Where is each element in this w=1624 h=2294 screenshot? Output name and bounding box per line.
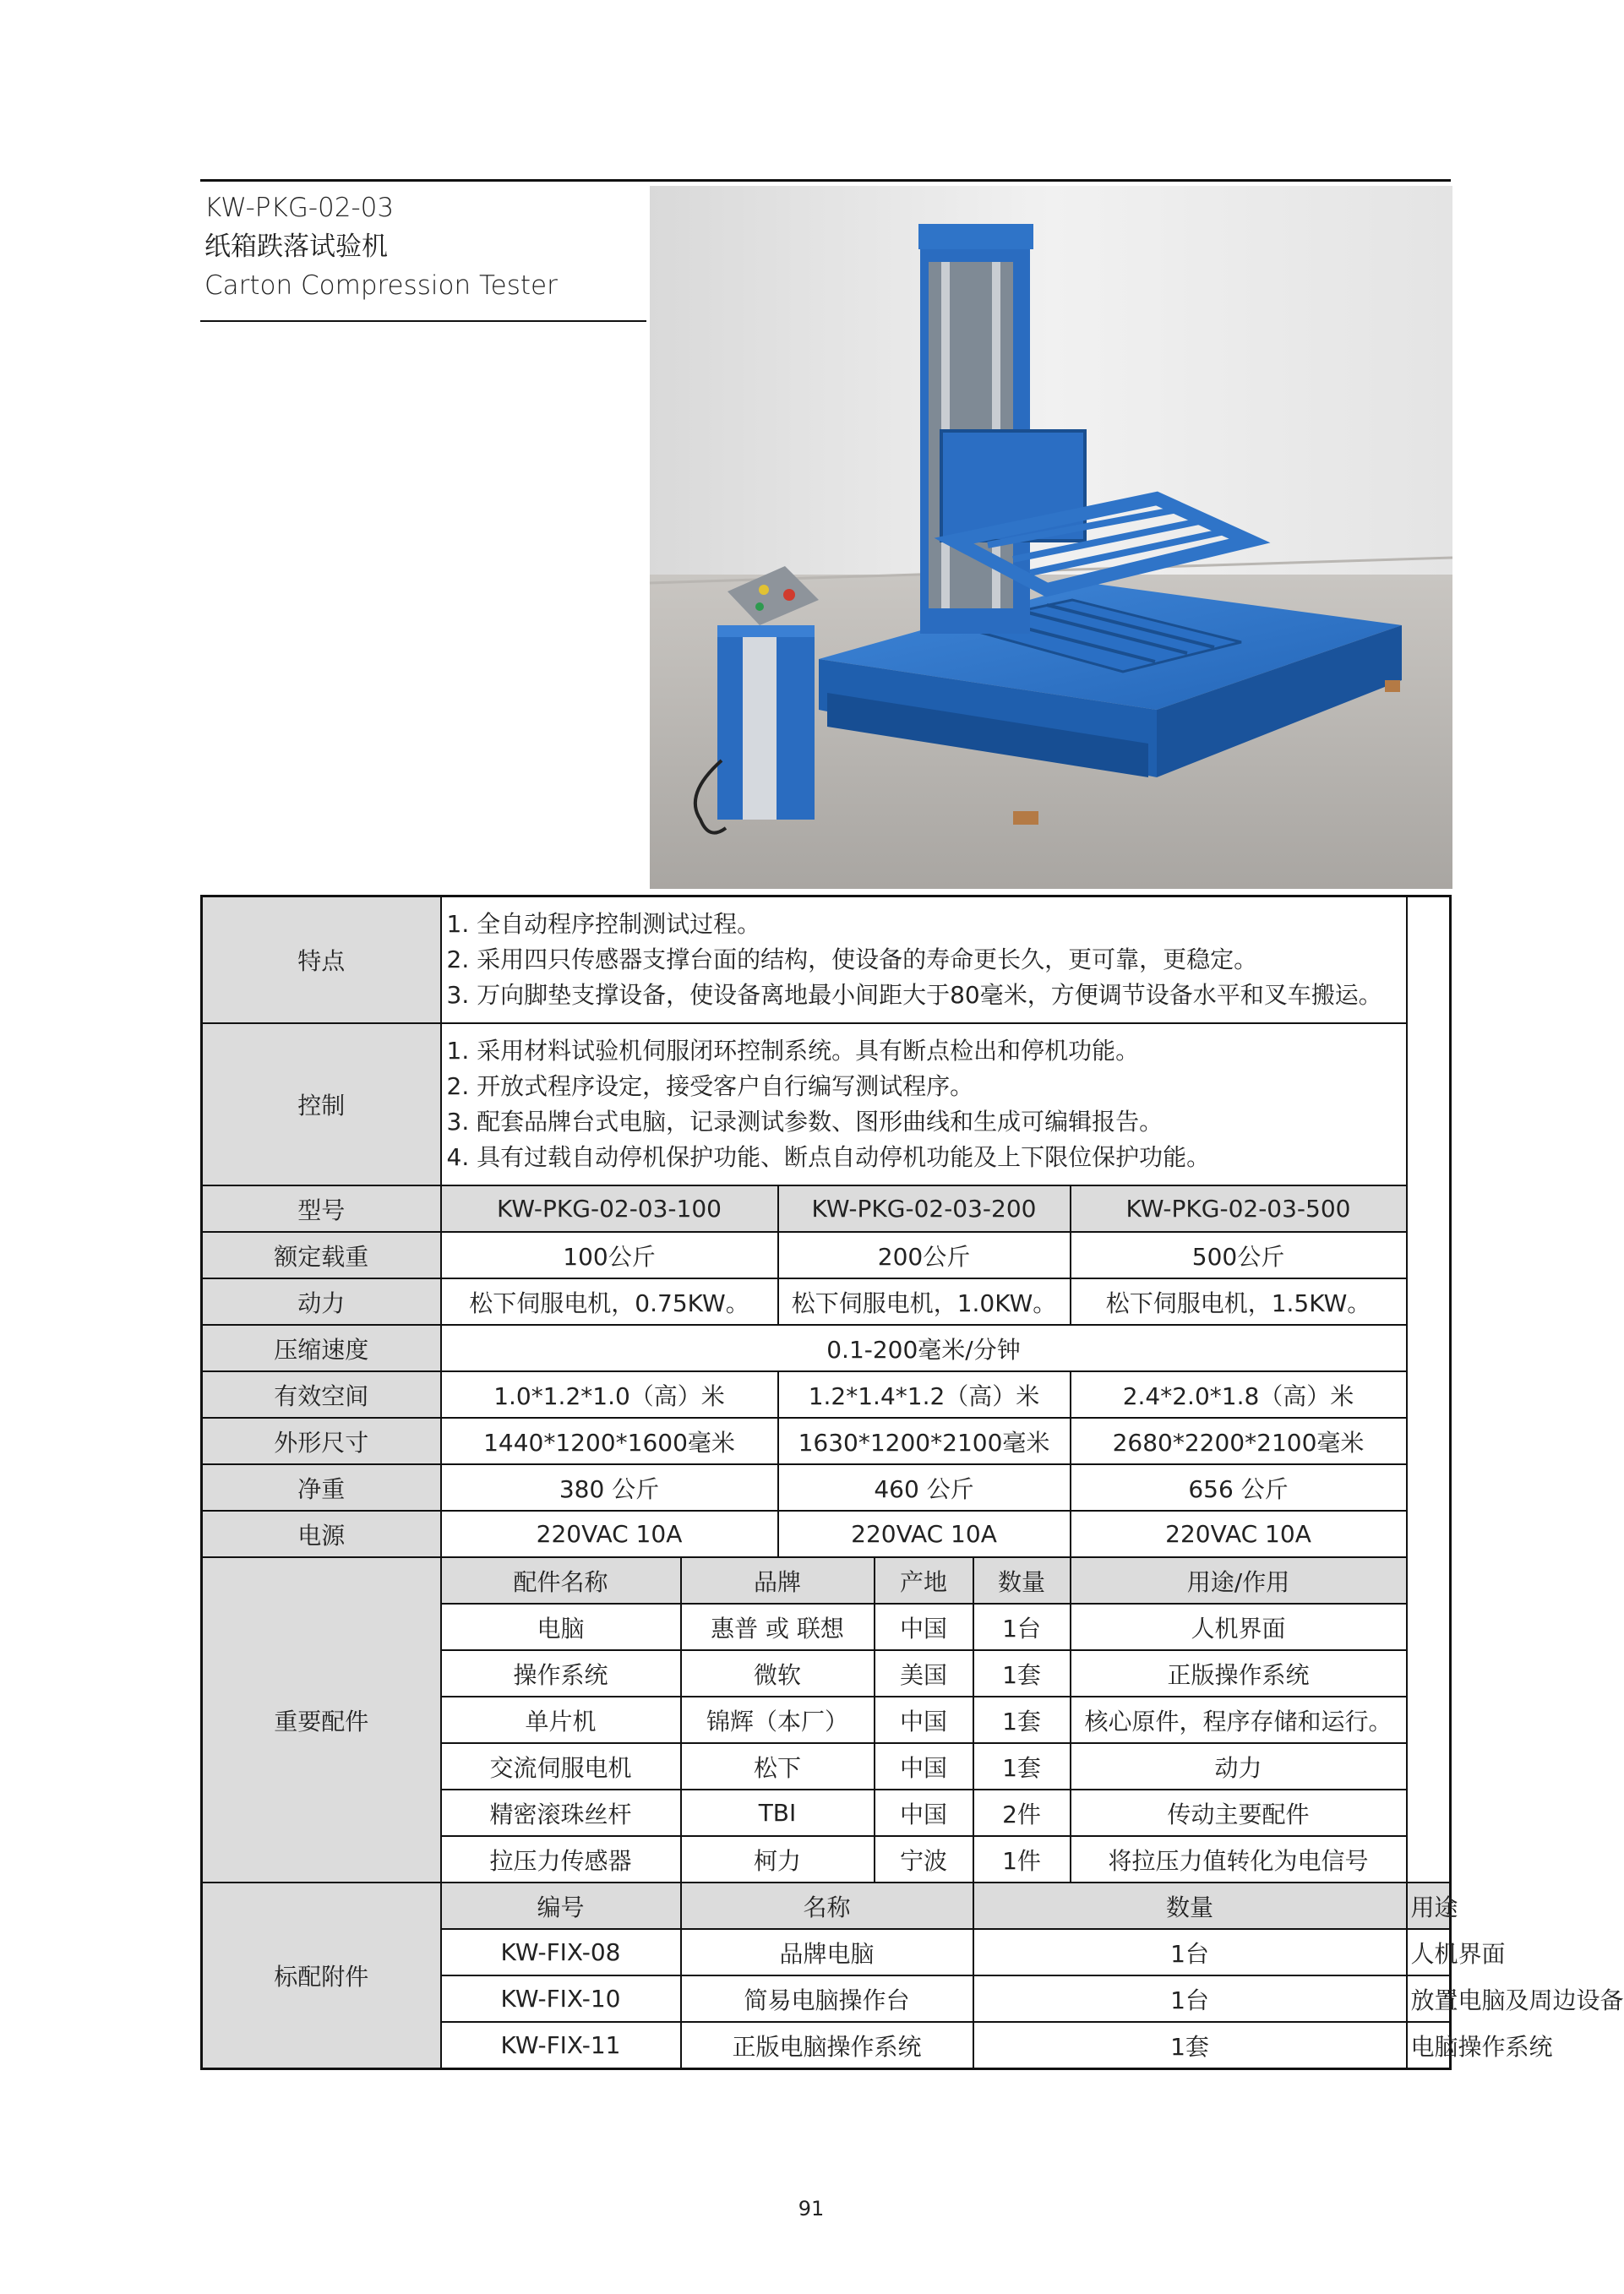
accessories-header: 名称 [681, 1883, 973, 1929]
label-weight: 净重 [202, 1464, 441, 1511]
parts-header: 数量 [973, 1557, 1071, 1604]
space-value: 1.2*1.4*1.2（高）米 [778, 1371, 1071, 1418]
accessory-use: 电脑操作系统 [1407, 2022, 1451, 2069]
accessory-qty: 1套 [973, 2022, 1407, 2069]
part-brand: TBI [681, 1790, 875, 1836]
row-power [202, 1278, 1451, 1325]
accessory-code: KW-FIX-11 [441, 2022, 681, 2069]
part-use: 人机界面 [1071, 1604, 1407, 1650]
power-value: 松下伺服电机，0.75KW。 [441, 1278, 778, 1325]
header-block [200, 179, 646, 322]
feature-line: 1. 全自动程序控制测试过程。 [446, 910, 761, 938]
weight-value: 380 公斤 [441, 1464, 778, 1511]
part-origin: 中国 [875, 1790, 973, 1836]
parts-header: 品牌 [681, 1557, 875, 1604]
feature-line: 3. 万向脚垫支撑设备，使设备离地最小间距大于80毫米，方便调节设备水平和叉车搬运。 [446, 981, 1382, 1009]
part-brand: 惠普 或 联想 [681, 1604, 875, 1650]
accessories-header: 编号 [441, 1883, 681, 1929]
accessory-qty: 1台 [973, 1929, 1407, 1975]
part-brand: 柯力 [681, 1836, 875, 1883]
parts-header: 配件名称 [441, 1557, 681, 1604]
features-text [441, 896, 1407, 1024]
control-line: 1. 采用材料试验机伺服闭环控制系统。具有断点检出和停机功能。 [446, 1037, 1140, 1065]
row-size [202, 1418, 1451, 1464]
part-use: 正版操作系统 [1071, 1650, 1407, 1697]
product-name-cn: 纸箱跌落试验机 [204, 232, 388, 262]
spec-table [200, 895, 1624, 2070]
label-accessories: 标配附件 [202, 1883, 441, 2069]
model-value: KW-PKG-02-03-500 [1071, 1185, 1407, 1232]
part-brand: 锦辉（本厂） [681, 1697, 875, 1743]
row-control [202, 1023, 1451, 1185]
accessory-name: 品牌电脑 [681, 1929, 973, 1975]
weight-value: 656 公斤 [1071, 1464, 1407, 1511]
power-value: 松下伺服电机，1.5KW。 [1071, 1278, 1407, 1325]
part-qty: 1台 [973, 1604, 1071, 1650]
space-value: 1.0*1.2*1.0（高）米 [441, 1371, 778, 1418]
control-text [441, 1023, 1407, 1185]
part-use: 传动主要配件 [1071, 1790, 1407, 1836]
accessory-name: 正版电脑操作系统 [681, 2022, 973, 2069]
accessory-code: KW-FIX-10 [441, 1975, 681, 2022]
model-value: KW-PKG-02-03-100 [441, 1185, 778, 1232]
row-features [202, 896, 1451, 1024]
part-origin: 宁波 [875, 1836, 973, 1883]
accessories-header: 用途 [1407, 1883, 1451, 1929]
model-code: KW-PKG-02-03 [204, 193, 395, 223]
part-name: 电脑 [441, 1604, 681, 1650]
part-qty: 1套 [973, 1697, 1071, 1743]
load-value: 200公斤 [778, 1232, 1071, 1278]
row-weight [202, 1464, 1451, 1511]
part-brand: 松下 [681, 1743, 875, 1790]
label-space: 有效空间 [202, 1371, 441, 1418]
parts-header: 产地 [875, 1557, 973, 1604]
model-value: KW-PKG-02-03-200 [778, 1185, 1071, 1232]
accessories-header: 数量 [973, 1883, 1407, 1929]
size-value: 1630*1200*2100毫米 [778, 1418, 1071, 1464]
weight-value: 460 公斤 [778, 1464, 1071, 1511]
accessories-header-row [202, 1883, 1451, 1929]
accessory-use: 人机界面 [1407, 1929, 1451, 1975]
accessory-name: 简易电脑操作台 [681, 1975, 973, 2022]
load-value: 500公斤 [1071, 1232, 1407, 1278]
product-name-en: Carton Compression Tester [204, 270, 558, 301]
supply-value: 220VAC 10A [1071, 1511, 1407, 1557]
power-value: 松下伺服电机，1.0KW。 [778, 1278, 1071, 1325]
part-brand: 微软 [681, 1650, 875, 1697]
part-origin: 中国 [875, 1743, 973, 1790]
part-name: 精密滚珠丝杆 [441, 1790, 681, 1836]
accessory-code: KW-FIX-08 [441, 1929, 681, 1975]
part-qty: 2件 [973, 1790, 1071, 1836]
row-model [202, 1185, 1451, 1232]
label-features: 特点 [202, 896, 441, 1024]
load-value: 100公斤 [441, 1232, 778, 1278]
supply-value: 220VAC 10A [441, 1511, 778, 1557]
size-value: 2680*2200*2100毫米 [1071, 1418, 1407, 1464]
part-qty: 1套 [973, 1650, 1071, 1697]
feature-line: 2. 采用四只传感器支撑台面的结构，使设备的寿命更长久，更可靠，更稳定。 [446, 945, 1258, 973]
part-origin: 中国 [875, 1604, 973, 1650]
row-space [202, 1371, 1451, 1418]
parts-header-row [202, 1557, 1451, 1604]
control-line: 4. 具有过载自动停机保护功能、断点自动停机功能及上下限位保护功能。 [446, 1143, 1211, 1171]
parts-header: 用途/作用 [1071, 1557, 1407, 1604]
space-value: 2.4*2.0*1.8（高）米 [1071, 1371, 1407, 1418]
part-name: 交流伺服电机 [441, 1743, 681, 1790]
label-load: 额定载重 [202, 1232, 441, 1278]
row-load [202, 1232, 1451, 1278]
row-speed [202, 1325, 1451, 1371]
page-number: 91 [798, 2197, 825, 2220]
part-name: 拉压力传感器 [441, 1836, 681, 1883]
label-control: 控制 [202, 1023, 441, 1185]
label-parts: 重要配件 [202, 1557, 441, 1883]
part-name: 操作系统 [441, 1650, 681, 1697]
label-power: 动力 [202, 1278, 441, 1325]
part-qty: 1件 [973, 1836, 1071, 1883]
header-rule [646, 179, 1451, 182]
part-name: 单片机 [441, 1697, 681, 1743]
label-supply: 电源 [202, 1511, 441, 1557]
control-line: 2. 开放式程序设定，接受客户自行编写测试程序。 [446, 1072, 974, 1100]
part-use: 将拉压力值转化为电信号 [1071, 1836, 1407, 1883]
part-qty: 1套 [973, 1743, 1071, 1790]
label-model: 型号 [202, 1185, 441, 1232]
accessory-use: 放置电脑及周边设备 [1407, 1975, 1451, 2022]
part-use: 核心原件，程序存储和运行。 [1071, 1697, 1407, 1743]
row-supply [202, 1511, 1451, 1557]
accessory-qty: 1台 [973, 1975, 1407, 2022]
label-size: 外形尺寸 [202, 1418, 441, 1464]
speed-value: 0.1-200毫米/分钟 [441, 1325, 1407, 1371]
part-origin: 中国 [875, 1697, 973, 1743]
supply-value: 220VAC 10A [778, 1511, 1071, 1557]
control-line: 3. 配套品牌台式电脑，记录测试参数、图形曲线和生成可编辑报告。 [446, 1108, 1164, 1136]
part-use: 动力 [1071, 1743, 1407, 1790]
product-photo [650, 186, 1452, 889]
size-value: 1440*1200*1600毫米 [441, 1418, 778, 1464]
label-speed: 压缩速度 [202, 1325, 441, 1371]
part-origin: 美国 [875, 1650, 973, 1697]
